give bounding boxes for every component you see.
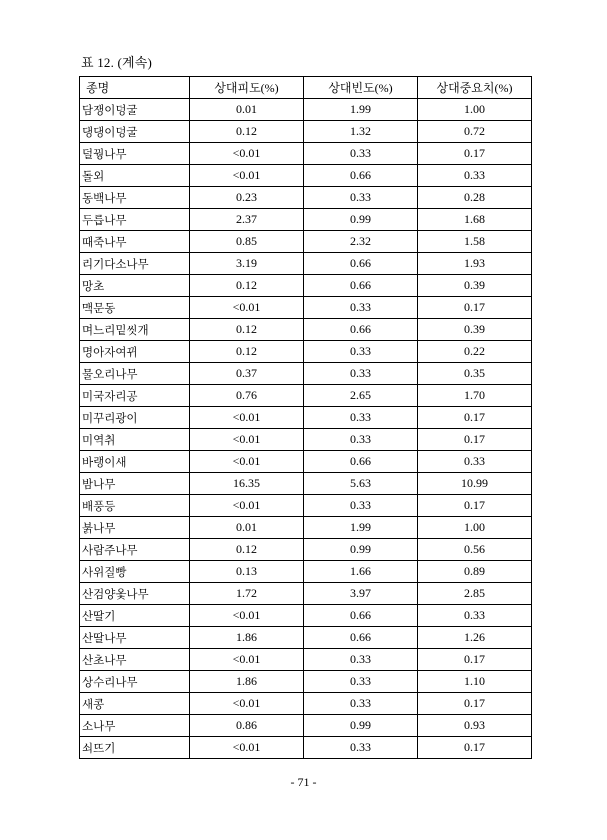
header-species-name: 종명 bbox=[80, 77, 190, 99]
relative-frequency-cell: 0.66 bbox=[304, 605, 418, 627]
importance-value-cell: 0.17 bbox=[418, 495, 532, 517]
species-name-cell: 두릅나무 bbox=[80, 209, 190, 231]
relative-frequency-cell: 1.99 bbox=[304, 517, 418, 539]
relative-frequency-cell: 0.99 bbox=[304, 539, 418, 561]
relative-coverage-cell: <0.01 bbox=[190, 737, 304, 759]
importance-value-cell: 0.17 bbox=[418, 649, 532, 671]
table-row bbox=[80, 165, 532, 187]
relative-coverage-cell: <0.01 bbox=[190, 495, 304, 517]
species-name-cell: 맥문동 bbox=[80, 297, 190, 319]
relative-coverage-cell: 3.19 bbox=[190, 253, 304, 275]
species-name-cell: 밤나무 bbox=[80, 473, 190, 495]
importance-value-cell: 0.22 bbox=[418, 341, 532, 363]
relative-coverage-cell: <0.01 bbox=[190, 143, 304, 165]
importance-value-cell: 1.00 bbox=[418, 99, 532, 121]
importance-value-cell: 0.33 bbox=[418, 605, 532, 627]
header-importance-value: 상대중요치(%) bbox=[418, 77, 532, 99]
importance-value-cell: 1.00 bbox=[418, 517, 532, 539]
importance-value-cell: 0.93 bbox=[418, 715, 532, 737]
importance-value-cell: 10.99 bbox=[418, 473, 532, 495]
table-row bbox=[80, 363, 532, 385]
table-row bbox=[80, 209, 532, 231]
relative-coverage-cell: 0.85 bbox=[190, 231, 304, 253]
table-row bbox=[80, 451, 532, 473]
relative-coverage-cell: 0.86 bbox=[190, 715, 304, 737]
relative-coverage-cell: <0.01 bbox=[190, 605, 304, 627]
table-row bbox=[80, 715, 532, 737]
species-name-cell: 상수리나무 bbox=[80, 671, 190, 693]
table-row bbox=[80, 297, 532, 319]
species-name-cell: 붉나무 bbox=[80, 517, 190, 539]
species-name-cell: 미역취 bbox=[80, 429, 190, 451]
relative-frequency-cell: 0.66 bbox=[304, 165, 418, 187]
relative-coverage-cell: 0.12 bbox=[190, 121, 304, 143]
table-row bbox=[80, 385, 532, 407]
relative-frequency-cell: 0.33 bbox=[304, 737, 418, 759]
page-number: - 71 - bbox=[290, 775, 317, 789]
relative-frequency-cell: 2.65 bbox=[304, 385, 418, 407]
importance-value-cell: 1.93 bbox=[418, 253, 532, 275]
table-row bbox=[80, 649, 532, 671]
relative-frequency-cell: 0.99 bbox=[304, 209, 418, 231]
relative-frequency-cell: 2.32 bbox=[304, 231, 418, 253]
table-row bbox=[80, 319, 532, 341]
table-row bbox=[80, 407, 532, 429]
relative-coverage-cell: 0.01 bbox=[190, 99, 304, 121]
relative-frequency-cell: 0.66 bbox=[304, 253, 418, 275]
importance-value-cell: 1.10 bbox=[418, 671, 532, 693]
importance-value-cell: 0.33 bbox=[418, 165, 532, 187]
table-row bbox=[80, 561, 532, 583]
relative-coverage-cell: 0.37 bbox=[190, 363, 304, 385]
relative-frequency-cell: 0.33 bbox=[304, 363, 418, 385]
importance-value-cell: 0.89 bbox=[418, 561, 532, 583]
importance-value-cell: 1.68 bbox=[418, 209, 532, 231]
table-row bbox=[80, 341, 532, 363]
table-row bbox=[80, 121, 532, 143]
importance-value-cell: 1.58 bbox=[418, 231, 532, 253]
importance-value-cell: 0.17 bbox=[418, 407, 532, 429]
importance-value-cell: 0.56 bbox=[418, 539, 532, 561]
species-name-cell: 물오리나무 bbox=[80, 363, 190, 385]
relative-coverage-cell: 0.12 bbox=[190, 539, 304, 561]
relative-coverage-cell: 0.23 bbox=[190, 187, 304, 209]
relative-frequency-cell: 0.33 bbox=[304, 297, 418, 319]
table-caption: 표 12. (계속) bbox=[81, 55, 153, 70]
species-name-cell: 산초나무 bbox=[80, 649, 190, 671]
species-name-cell: 명아자여뀌 bbox=[80, 341, 190, 363]
table-header-row bbox=[80, 77, 532, 99]
relative-coverage-cell: 0.12 bbox=[190, 275, 304, 297]
table-body bbox=[80, 99, 532, 759]
species-name-cell: 사위질빵 bbox=[80, 561, 190, 583]
table-row bbox=[80, 693, 532, 715]
species-name-cell: 돌외 bbox=[80, 165, 190, 187]
species-name-cell: 리기다소나무 bbox=[80, 253, 190, 275]
table-row bbox=[80, 583, 532, 605]
relative-coverage-cell: <0.01 bbox=[190, 693, 304, 715]
relative-coverage-cell: 0.76 bbox=[190, 385, 304, 407]
species-name-cell: 덜꿩나무 bbox=[80, 143, 190, 165]
table-row bbox=[80, 253, 532, 275]
importance-value-cell: 0.17 bbox=[418, 297, 532, 319]
relative-frequency-cell: 0.33 bbox=[304, 429, 418, 451]
table-row bbox=[80, 275, 532, 297]
relative-coverage-cell: 1.86 bbox=[190, 671, 304, 693]
relative-frequency-cell: 1.32 bbox=[304, 121, 418, 143]
relative-frequency-cell: 0.66 bbox=[304, 627, 418, 649]
relative-coverage-cell: 0.13 bbox=[190, 561, 304, 583]
species-name-cell: 댕댕이덩굴 bbox=[80, 121, 190, 143]
relative-frequency-cell: 0.66 bbox=[304, 451, 418, 473]
species-name-cell: 망초 bbox=[80, 275, 190, 297]
importance-value-cell: 0.17 bbox=[418, 429, 532, 451]
relative-coverage-cell: <0.01 bbox=[190, 451, 304, 473]
species-name-cell: 쇠뜨기 bbox=[80, 737, 190, 759]
table-row bbox=[80, 231, 532, 253]
relative-frequency-cell: 5.63 bbox=[304, 473, 418, 495]
relative-frequency-cell: 0.99 bbox=[304, 715, 418, 737]
table-row bbox=[80, 671, 532, 693]
species-name-cell: 소나무 bbox=[80, 715, 190, 737]
species-name-cell: 새콩 bbox=[80, 693, 190, 715]
species-name-cell: 미국자리공 bbox=[80, 385, 190, 407]
relative-coverage-cell: 0.01 bbox=[190, 517, 304, 539]
importance-value-cell: 0.39 bbox=[418, 319, 532, 341]
relative-coverage-cell: <0.01 bbox=[190, 429, 304, 451]
species-name-cell: 며느리밑씻개 bbox=[80, 319, 190, 341]
importance-value-cell: 0.17 bbox=[418, 143, 532, 165]
species-name-cell: 미꾸리광이 bbox=[80, 407, 190, 429]
species-name-cell: 산검양옻나무 bbox=[80, 583, 190, 605]
relative-frequency-cell: 3.97 bbox=[304, 583, 418, 605]
relative-coverage-cell: <0.01 bbox=[190, 165, 304, 187]
relative-coverage-cell: 1.72 bbox=[190, 583, 304, 605]
table-row bbox=[80, 517, 532, 539]
relative-frequency-cell: 0.33 bbox=[304, 143, 418, 165]
relative-coverage-cell: 0.12 bbox=[190, 319, 304, 341]
relative-coverage-cell: <0.01 bbox=[190, 649, 304, 671]
table-row bbox=[80, 737, 532, 759]
table-row bbox=[80, 539, 532, 561]
header-relative-frequency: 상대빈도(%) bbox=[304, 77, 418, 99]
relative-frequency-cell: 1.66 bbox=[304, 561, 418, 583]
species-name-cell: 산딸나무 bbox=[80, 627, 190, 649]
relative-coverage-cell: 2.37 bbox=[190, 209, 304, 231]
relative-coverage-cell: 1.86 bbox=[190, 627, 304, 649]
relative-frequency-cell: 0.33 bbox=[304, 495, 418, 517]
relative-frequency-cell: 1.99 bbox=[304, 99, 418, 121]
table-row bbox=[80, 429, 532, 451]
relative-frequency-cell: 0.33 bbox=[304, 693, 418, 715]
table-row bbox=[80, 187, 532, 209]
relative-coverage-cell: <0.01 bbox=[190, 297, 304, 319]
species-name-cell: 담쟁이덩굴 bbox=[80, 99, 190, 121]
relative-coverage-cell: 16.35 bbox=[190, 473, 304, 495]
importance-value-cell: 0.35 bbox=[418, 363, 532, 385]
relative-coverage-cell: 0.12 bbox=[190, 341, 304, 363]
table-row bbox=[80, 143, 532, 165]
table-row bbox=[80, 605, 532, 627]
importance-value-cell: 0.33 bbox=[418, 451, 532, 473]
importance-value-cell: 0.72 bbox=[418, 121, 532, 143]
importance-value-cell: 0.39 bbox=[418, 275, 532, 297]
species-name-cell: 산딸기 bbox=[80, 605, 190, 627]
table-row bbox=[80, 495, 532, 517]
species-table bbox=[79, 76, 532, 759]
relative-frequency-cell: 0.33 bbox=[304, 187, 418, 209]
species-name-cell: 배풍등 bbox=[80, 495, 190, 517]
table-row bbox=[80, 627, 532, 649]
importance-value-cell: 0.17 bbox=[418, 737, 532, 759]
species-name-cell: 동백나무 bbox=[80, 187, 190, 209]
relative-frequency-cell: 0.33 bbox=[304, 407, 418, 429]
relative-coverage-cell: <0.01 bbox=[190, 407, 304, 429]
importance-value-cell: 1.70 bbox=[418, 385, 532, 407]
relative-frequency-cell: 0.33 bbox=[304, 341, 418, 363]
species-name-cell: 때죽나무 bbox=[80, 231, 190, 253]
relative-frequency-cell: 0.33 bbox=[304, 671, 418, 693]
relative-frequency-cell: 0.33 bbox=[304, 649, 418, 671]
table-row bbox=[80, 473, 532, 495]
header-relative-coverage: 상대피도(%) bbox=[190, 77, 304, 99]
importance-value-cell: 1.26 bbox=[418, 627, 532, 649]
species-name-cell: 바랭이새 bbox=[80, 451, 190, 473]
relative-frequency-cell: 0.66 bbox=[304, 319, 418, 341]
relative-frequency-cell: 0.66 bbox=[304, 275, 418, 297]
species-name-cell: 사람주나무 bbox=[80, 539, 190, 561]
importance-value-cell: 2.85 bbox=[418, 583, 532, 605]
importance-value-cell: 0.28 bbox=[418, 187, 532, 209]
importance-value-cell: 0.17 bbox=[418, 693, 532, 715]
table-row bbox=[80, 99, 532, 121]
